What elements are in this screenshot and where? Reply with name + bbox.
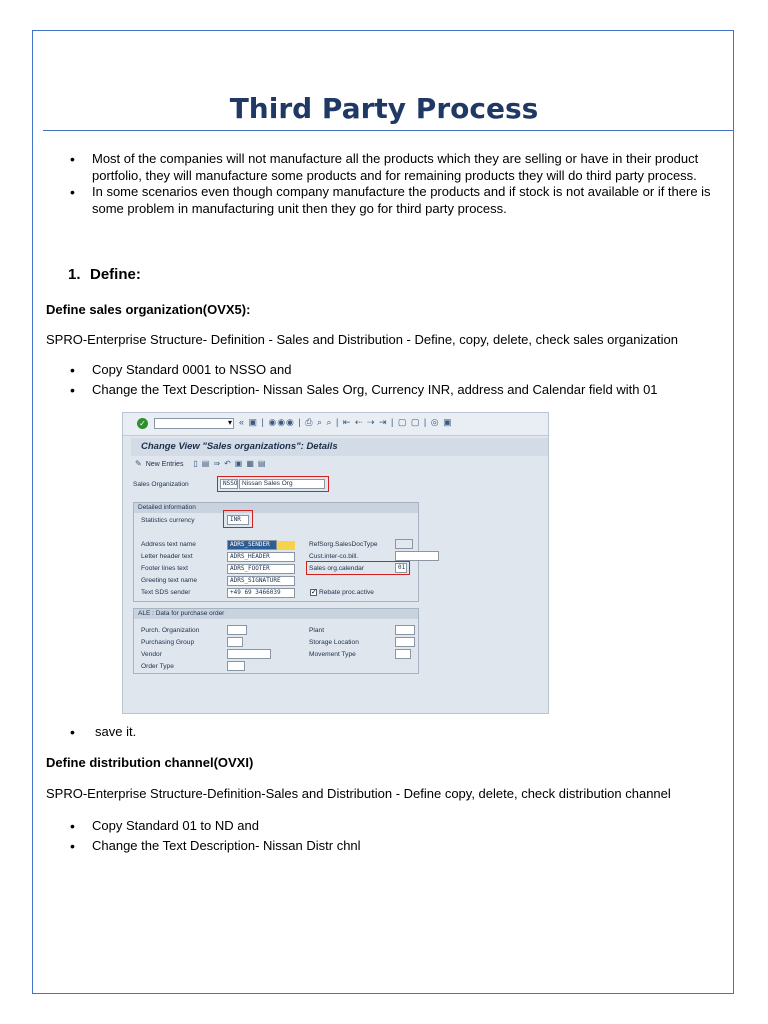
field-label: Sales org.calendar: [309, 565, 364, 572]
select-icon[interactable]: ▣: [234, 459, 243, 468]
section-title: Define:: [90, 266, 141, 283]
toolbar-icons[interactable]: « ▣ | ◉◉◉ | ⎙ ⌕ ⌕ | ⇤ ⇠ ⇢ ⇥ | ▢ ▢ | ◎ ▣: [239, 417, 453, 427]
calendar-field[interactable]: 01: [395, 563, 407, 573]
list-item: • Copy Standard 0001 to NSSO and: [70, 362, 730, 379]
ref-sorg-field[interactable]: [395, 539, 413, 549]
sales-org-path: SPRO-Enterprise Structure- Definition - Sales and Distribution - Define, copy, delete, check sales organization: [46, 332, 678, 347]
title-divider: [43, 130, 733, 131]
sales-org-name-field[interactable]: Nissan Sales Org: [239, 479, 325, 489]
section-heading: [68, 266, 141, 283]
address-text-field[interactable]: ADRS_SENDER: [227, 540, 277, 550]
field-label: Vendor: [141, 651, 162, 658]
copy-as-icon[interactable]: ▤: [201, 459, 210, 468]
field-highlight: [275, 541, 295, 550]
next-icon[interactable]: ▤: [257, 459, 266, 468]
sales-org-code-field[interactable]: NSSO: [220, 479, 238, 489]
sap-application-toolbar: [135, 459, 269, 468]
field-label: Greeting text name: [141, 577, 198, 584]
sap-system-toolbar: [123, 413, 549, 436]
enter-icon[interactable]: ✓: [137, 418, 148, 429]
field-label: RefSorg.SalesDocType: [309, 541, 378, 548]
delete-icon[interactable]: ⇒: [213, 459, 221, 468]
greeting-field[interactable]: ADRS_SIGNATURE: [227, 576, 295, 586]
command-field[interactable]: [154, 418, 234, 429]
page-title: Third Party Process: [229, 92, 539, 125]
field-label: Order Type: [141, 663, 174, 670]
dist-channel-path: SPRO-Enterprise Structure-Definition-Sales and Distribution - Define copy, delete, check distribution channel: [46, 786, 671, 801]
field-label: Text SDS sender: [141, 589, 191, 596]
field-label: Purch. Organization: [141, 627, 200, 634]
cust-inter-field[interactable]: [395, 551, 439, 561]
group-heading: ALE : Data for purchase order: [134, 609, 418, 619]
list-item: • Change the Text Description- Nissan Distr chnl: [70, 838, 670, 855]
movement-type-field[interactable]: [395, 649, 411, 659]
sales-org-bullet-list: [70, 362, 730, 398]
copy-icon[interactable]: ▯: [193, 459, 198, 468]
sales-org-heading: Define sales organization(OVX5):: [46, 302, 251, 317]
save-bullet-list: [70, 724, 670, 741]
dist-channel-heading: Define distribution channel(OVXI): [46, 755, 254, 770]
sap-title-text: Change View "Sales organizations": Details: [141, 441, 338, 452]
intro-bullet-list: [70, 151, 722, 217]
new-entries-button[interactable]: New Entries: [145, 461, 184, 468]
undo-icon[interactable]: ↶: [224, 459, 231, 468]
field-label: Purchasing Group: [141, 639, 195, 646]
statistics-currency-field[interactable]: INR: [227, 515, 249, 525]
prev-icon[interactable]: ▦: [246, 459, 254, 468]
field-label: Address text name: [141, 541, 196, 548]
new-entries-icon[interactable]: ✎: [135, 459, 142, 468]
field-label: Letter header text: [141, 553, 193, 560]
order-type-field[interactable]: [227, 661, 245, 671]
dist-channel-bullet-list: [70, 818, 670, 854]
rebate-checkbox[interactable]: ✓: [311, 589, 317, 596]
field-label: Cust.inter-co.bill.: [309, 553, 359, 560]
sales-org-label: Sales Organization: [133, 481, 189, 488]
vendor-field[interactable]: [227, 649, 271, 659]
sds-sender-field[interactable]: +49 69 3466039: [227, 588, 295, 598]
list-item: • Copy Standard 01 to ND and: [70, 818, 670, 835]
list-item: • Change the Text Description- Nissan Sales Org, Currency INR, address and Calendar field with 01: [70, 382, 730, 399]
field-label: Rebate proc.active: [319, 589, 374, 596]
group-heading: Detailed information: [134, 503, 418, 513]
footer-lines-field[interactable]: ADRS_FOOTER: [227, 564, 295, 574]
purch-group-field[interactable]: [227, 637, 243, 647]
list-item: • Most of the companies will not manufacture all the products which they are selling or have in their product portfolio, they will manufacture some products and for remaining products they will do third party process.: [70, 151, 722, 184]
plant-field[interactable]: [395, 625, 415, 635]
field-label: Plant: [309, 627, 325, 634]
sap-screenshot: [122, 412, 549, 714]
storage-location-field[interactable]: [395, 637, 415, 647]
list-item: • save it.: [70, 724, 670, 741]
purch-org-field[interactable]: [227, 625, 247, 635]
field-label: Statistics currency: [141, 517, 195, 524]
list-item: • In some scenarios even though company manufacture the products and if stock is not available or if there is some problem in manufacturing unit then they go for third party process.: [70, 184, 722, 217]
field-label: Footer lines text: [141, 565, 188, 572]
field-label: Movement Type: [309, 651, 356, 658]
sap-screen-title: [131, 438, 549, 456]
field-label: Storage Location: [309, 639, 359, 646]
section-number: 1.: [68, 266, 81, 283]
letter-header-field[interactable]: ADRS_HEADER: [227, 552, 295, 562]
